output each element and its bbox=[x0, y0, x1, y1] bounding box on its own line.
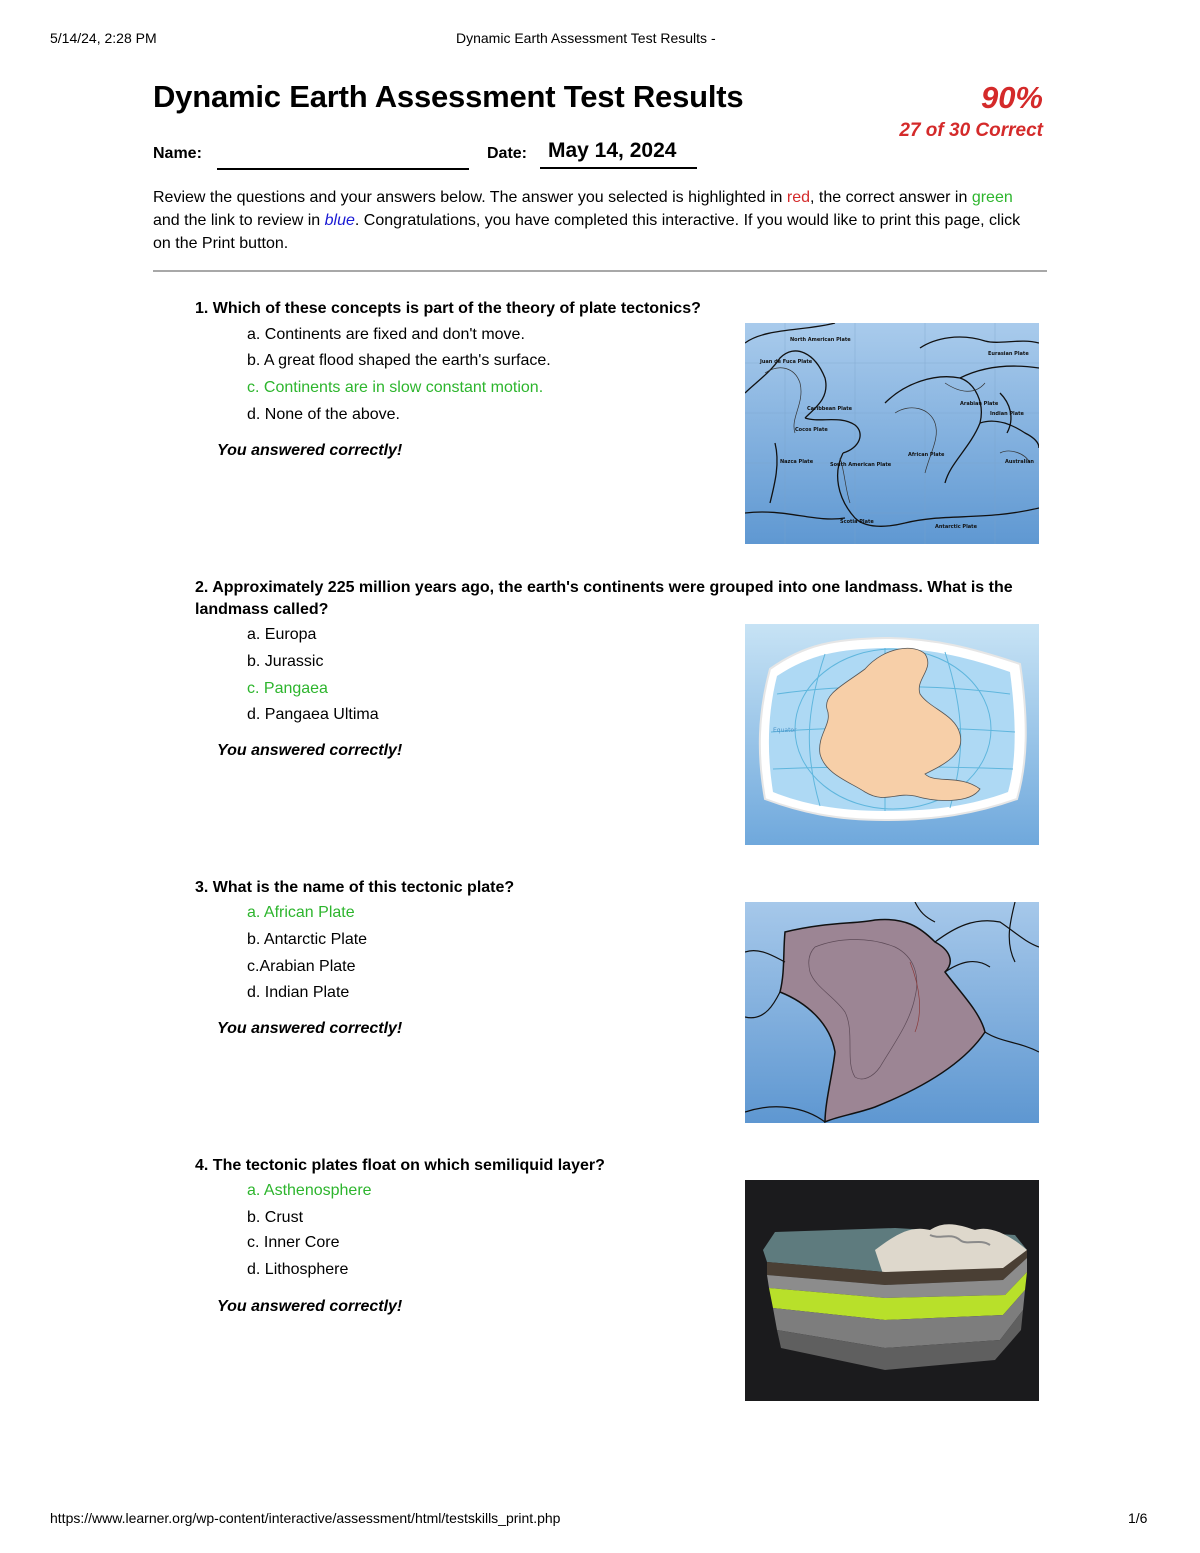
question-1 bbox=[195, 298, 1045, 320]
feedback-2: You answered correctly! bbox=[217, 742, 403, 759]
question-text: The tectonic plates float on which semiliquid layer? bbox=[212, 1157, 605, 1174]
question-3 bbox=[195, 877, 1045, 899]
feedback-1: You answered correctly! bbox=[217, 442, 403, 459]
question-2 bbox=[195, 577, 1045, 621]
question-text: Which of these concepts is part of the theory of plate tectonics? bbox=[212, 300, 701, 317]
answer-4c: c. Inner Core bbox=[247, 1234, 340, 1251]
map-label: African Plate bbox=[908, 452, 945, 458]
answer-1a: a. Continents are fixed and don't move. bbox=[247, 326, 525, 343]
divider bbox=[153, 270, 1047, 272]
question-text: Approximately 225 million years ago, the earth's continents were grouped into one landmass. What is the landmass called? bbox=[195, 579, 1013, 618]
footer-url[interactable]: https://www.learner.org/wp-content/interactive/assessment/html/testskills_print.php bbox=[50, 1510, 561, 1526]
map-label: South American Plate bbox=[830, 462, 892, 468]
score-percent: 90% bbox=[980, 80, 1043, 115]
plate-map-image bbox=[745, 323, 1039, 544]
intro-red-word: red bbox=[786, 189, 810, 206]
answer-3c: c.Arabian Plate bbox=[247, 958, 356, 975]
question-number: 2. bbox=[195, 579, 209, 596]
map-label: Australian bbox=[1005, 459, 1034, 465]
name-field[interactable] bbox=[217, 168, 469, 170]
map-label: Nazca Plate bbox=[780, 459, 814, 465]
answer-3d: d. Indian Plate bbox=[247, 984, 350, 1001]
name-label: Name: bbox=[153, 145, 202, 162]
intro-part: . Congratulations, you have completed this interactive. If you would like to print this page, click on the Print button. bbox=[153, 212, 1021, 252]
pangaea-image bbox=[745, 624, 1039, 845]
map-label: Scotia Plate bbox=[840, 519, 874, 525]
intro-green-word: green bbox=[971, 189, 1013, 206]
answer-2a: a. Europa bbox=[247, 626, 317, 643]
map-label: Arabian Plate bbox=[960, 401, 999, 407]
map-label: Antarctic Plate bbox=[935, 524, 977, 530]
answer-4d: d. Lithosphere bbox=[247, 1261, 349, 1278]
african-plate-image bbox=[745, 902, 1039, 1123]
question-number: 1. bbox=[195, 300, 209, 317]
print-datetime: 5/14/24, 2:28 PM bbox=[50, 30, 157, 46]
question-number: 3. bbox=[195, 879, 209, 896]
answer-4a-correct: a. Asthenosphere bbox=[247, 1182, 372, 1199]
map-label: Equator bbox=[773, 727, 797, 734]
answer-2d: d. Pangaea Ultima bbox=[247, 706, 379, 723]
answer-1c-correct: c. Continents are in slow constant motion. bbox=[247, 379, 544, 396]
answer-1b: b. A great flood shaped the earth's surface. bbox=[247, 352, 551, 369]
question-number: 4. bbox=[195, 1157, 209, 1174]
question-text: What is the name of this tectonic plate? bbox=[212, 879, 515, 896]
feedback-4: You answered correctly! bbox=[217, 1298, 403, 1315]
map-label: Juan de Fuca Plate bbox=[760, 359, 813, 365]
map-label: North American Plate bbox=[790, 337, 851, 343]
intro-part: , the correct answer in bbox=[809, 189, 972, 206]
print-page-title: Dynamic Earth Assessment Test Results - bbox=[456, 30, 716, 46]
intro-blue-word: blue bbox=[324, 212, 355, 229]
score-summary: 27 of 30 Correct bbox=[899, 120, 1043, 141]
intro-part: and the link to review in bbox=[153, 212, 325, 229]
map-label: Cocos Plate bbox=[795, 427, 828, 433]
answer-2b: b. Jurassic bbox=[247, 653, 324, 670]
date-label: Date: bbox=[487, 145, 528, 162]
map-label: Eurasian Plate bbox=[988, 351, 1029, 357]
earth-layers-image bbox=[745, 1180, 1039, 1401]
footer-page-number: 1/6 bbox=[1128, 1510, 1148, 1526]
date-field: May 14, 2024 bbox=[540, 139, 697, 169]
question-4 bbox=[195, 1155, 1045, 1177]
feedback-3: You answered correctly! bbox=[217, 1020, 403, 1037]
intro-text bbox=[153, 186, 1033, 255]
map-label: Indian Plate bbox=[990, 411, 1024, 417]
answer-3b: b. Antarctic Plate bbox=[247, 931, 368, 948]
intro-part: Review the questions and your answers below. The answer you selected is highlighted in bbox=[153, 189, 787, 206]
map-label: Caribbean Plate bbox=[807, 406, 852, 412]
answer-1d: d. None of the above. bbox=[247, 406, 400, 423]
answer-3a-correct: a. African Plate bbox=[247, 904, 355, 921]
page-title: Dynamic Earth Assessment Test Results bbox=[153, 79, 744, 114]
answer-2c-correct: c. Pangaea bbox=[247, 680, 328, 697]
answer-4b: b. Crust bbox=[247, 1209, 304, 1226]
